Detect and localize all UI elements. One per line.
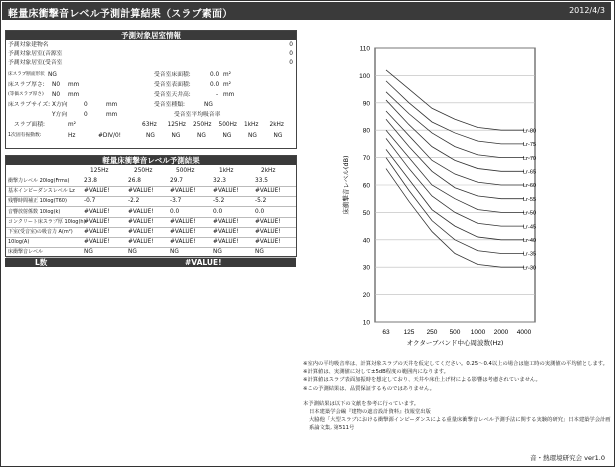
lr-curve-label: Lr-80 [523, 128, 537, 135]
report-date: 2012/4/3 [569, 6, 605, 15]
absorb-value-cell: NG [248, 133, 257, 139]
calc-cell: 0.0 [213, 208, 223, 215]
calc-cell: 32.3 [213, 178, 226, 184]
calc-cell: NG [255, 249, 264, 256]
room-row-value-2: 0 [289, 60, 293, 66]
calc-row-label: 基本インピーダンスレベル Lz [8, 188, 75, 195]
y-dir-label: Y方向 [52, 112, 68, 118]
x-tick-label: 250 [426, 329, 438, 336]
x-tick-label: 2000 [493, 329, 509, 336]
floor-area-label: 受音室床面積: [154, 72, 191, 78]
absorb-value-cell: NG [171, 133, 181, 139]
x-axis-label: オクターブバンド中心周波数(Hz) [406, 339, 504, 347]
calc-cell: #VALUE! [213, 239, 239, 246]
calc-cell: 0.0 [170, 208, 180, 215]
note-line: ※計算値はスラブ表面加振時を想定しており、天井や床仕上げ材による影響は考慮されていません。 [303, 377, 541, 384]
equiv-thickness-value: N0 [52, 92, 61, 98]
absorb-value-cell: NG [197, 133, 206, 139]
freq-header-cell: 250Hz [193, 122, 212, 128]
x-dir-unit: mm [106, 102, 118, 108]
note-line: ※室内の平均吸音率は、計算対象スラブの天井を仮定してください。0.25～0.4以上の場合は施工時の実測値の平均値とします。 [303, 361, 608, 367]
x-dir-value: 0 [84, 102, 88, 108]
resonance-unit: Hz [68, 133, 76, 139]
calc-cell: -0.7 [84, 198, 96, 205]
room-row-label-2: 予測対象居室(受音室 [8, 60, 63, 66]
y-tick-label: 80 [362, 127, 370, 135]
calc-cell: #VALUE! [128, 208, 154, 215]
lr-curve-label: Lr-60 [523, 183, 537, 190]
ceiling-height-unit: mm [223, 92, 235, 98]
y-tick-label: 100 [359, 72, 370, 80]
calc-cell: NG [170, 249, 179, 256]
calc-cell: -3.7 [170, 198, 182, 205]
slab-thickness-unit: mm [68, 82, 80, 88]
room-row-label-0: 予測対象建物名 [8, 42, 49, 48]
x-tick-label: 1000 [470, 329, 486, 336]
calc-col-header: 2kHz [261, 168, 276, 174]
calc-col-header: 500Hz [176, 168, 195, 174]
calc-cell: NG [128, 249, 137, 256]
calc-row-label: 10log(A) [8, 239, 30, 246]
ceiling-height-label: 受音室天井高: [154, 92, 191, 98]
x-tick-label: 125 [403, 329, 415, 336]
surface-area-label: 受音室表面積: [154, 82, 191, 88]
y-tick-label: 90 [362, 100, 370, 108]
slab-shape-label: 床スラブ断面形状 [8, 72, 45, 77]
calc-cell: #VALUE! [213, 218, 239, 225]
freq-header-cell: 500Hz [218, 122, 237, 128]
y-tick-label: 30 [362, 264, 370, 272]
lr-curve-label: Lr-50 [523, 210, 537, 217]
chart-area [300, 40, 610, 355]
lr-curve-label: Lr-55 [523, 196, 537, 203]
calc-cell: #VALUE! [128, 229, 154, 235]
calc-panel [5, 155, 297, 257]
room-row-value-1: 0 [289, 51, 293, 57]
lr-curve-label: Lr-45 [523, 224, 537, 231]
floor-area-unit: m² [223, 72, 231, 78]
y-tick-label: 10 [362, 319, 370, 327]
calc-cell: NG [213, 249, 222, 256]
refs-title: 本予測結果は以下の文献を参考に行っています。 [303, 400, 420, 407]
room-row-label-1: 予測対象居室(音源室 [8, 51, 63, 57]
y-axis-label: 床衝撃音レベル(dB) [342, 155, 350, 215]
ref-line: 日本建築学会編『建物の遮音設計資料』技報堂出版 [309, 409, 431, 416]
calc-cell: #VALUE! [84, 208, 110, 215]
calc-cell: #VALUE! [84, 188, 110, 195]
calc-cell: 26.8 [128, 178, 141, 184]
calc-cell: 0.0 [255, 208, 265, 215]
title-bar [2, 2, 611, 20]
report-title: 軽量床衝撃音レベル予測計算結果（スラブ素面） [8, 9, 233, 20]
y-tick-label: 50 [362, 209, 370, 217]
organization-footer: 音・熱環境研究会 ver1.0 [530, 454, 605, 462]
calc-row-label: 下室(受音室)の吸音力 A(m²) [8, 229, 73, 235]
room-info-header: 予測対象居室情報 [6, 31, 296, 40]
calc-col-header: 1kHz [219, 168, 234, 174]
absorb-value-cell: NG [222, 133, 232, 139]
freq-header-cell: 2kHz [269, 122, 284, 128]
calc-cell: #VALUE! [170, 239, 196, 246]
calc-cell: #VALUE! [255, 218, 281, 225]
lr-curve-label: Lr-40 [523, 238, 537, 244]
resonance-value: #DIV/0! [98, 133, 121, 139]
calc-header: 軽量床衝撃音レベル予測結果 [6, 156, 296, 165]
lr-curves-chart [300, 40, 610, 355]
calc-cell: #VALUE! [255, 239, 281, 246]
calc-col-header: 250Hz [134, 168, 153, 174]
lr-curve-label: Lr-65 [523, 169, 537, 176]
equiv-thickness-label: (等価スラブ厚さ) [8, 92, 44, 97]
slab-shape-value: NG [48, 72, 57, 78]
calc-cell: #VALUE! [170, 188, 196, 195]
calc-cell: 29.7 [170, 178, 183, 184]
calc-row-label: 音響放射係数 10log(k) [8, 208, 61, 215]
y-tick-label: 60 [362, 182, 370, 190]
notes-block [303, 360, 615, 433]
lr-curve-label: Lr-75 [523, 142, 537, 149]
calc-cell: #VALUE! [213, 229, 239, 235]
absorption-label: 受音室平均吸音率 [174, 112, 221, 118]
freq-header-cell: 125Hz [167, 122, 186, 128]
y-tick-label: 20 [362, 292, 370, 300]
calc-cell: #VALUE! [84, 239, 110, 246]
freq-header-cell: 63Hz [142, 122, 157, 128]
calc-cell: #VALUE! [84, 229, 110, 235]
calc-cell: #VALUE! [255, 229, 281, 235]
l-number-bar [5, 258, 296, 267]
l-number-value: #VALUE! [185, 258, 222, 267]
calc-cell: NG [84, 249, 93, 256]
absorb-value-cell: NG [273, 133, 283, 139]
x-dir-label: X方向 [52, 102, 68, 108]
note-line: ※計算値は、実測値に対して±5dB程度の範囲内になります。 [303, 369, 449, 376]
surface-area-unit: m² [223, 82, 231, 88]
calc-row-label: 衝撃力レベル 20log(Frms) [8, 178, 70, 184]
calc-cell: 33.5 [255, 178, 268, 184]
note-line: ※この予測結果は、品質保証するものではありません。 [303, 385, 435, 392]
room-type-value: NG [204, 102, 213, 108]
y-dir-unit: mm [106, 112, 118, 118]
slab-thickness-value: N0 [52, 82, 61, 88]
calc-row-label: コンクリート床スラブ厚 10log(h) [8, 218, 86, 225]
calc-cell: -2.2 [128, 198, 140, 205]
calc-cell: #VALUE! [128, 188, 154, 195]
calc-cell: #VALUE! [128, 218, 154, 225]
slab-thickness-label: 床スラブ厚さ: [8, 82, 45, 88]
ceiling-height-value: - [216, 92, 219, 98]
calc-cell: #VALUE! [128, 239, 154, 246]
room-info-panel [5, 30, 297, 149]
x-tick-label: 4000 [516, 329, 532, 336]
calc-cell: #VALUE! [170, 218, 196, 225]
lr-curve-label: Lr-70 [523, 155, 537, 162]
floor-area-value: 0.0 [210, 72, 220, 78]
absorb-value-cell: NG [146, 133, 155, 139]
l-number-label: L数 [35, 258, 48, 267]
room-row-value-0: 0 [289, 42, 293, 48]
equiv-thickness-unit: mm [68, 92, 80, 98]
calc-cell: #VALUE! [170, 229, 196, 235]
calc-cell: #VALUE! [255, 188, 281, 195]
calc-cell: 23.8 [84, 178, 97, 184]
calc-cell: #VALUE! [213, 188, 239, 195]
room-type-label: 受音室種類: [154, 102, 185, 108]
y-tick-label: 110 [359, 45, 370, 53]
freq-header-cell: 1kHz [244, 122, 259, 128]
lr-curve-label: Lr-30 [523, 265, 537, 272]
lr-curve-label: Lr-35 [523, 251, 537, 258]
ref-line: 大脇他「大型スラブにおける衝撃源インピーダンスによる重量床衝撃音レベル予測手法に関する実験的研究」日本建築学会計画系論文集, 第511号 [309, 417, 611, 432]
slab-area-label: スラブ面積: [14, 122, 45, 128]
y-tick-label: 70 [362, 155, 370, 163]
surface-area-value: 0.0 [210, 82, 220, 88]
calc-col-header: 125Hz [90, 168, 109, 174]
y-dir-value: 0 [84, 112, 88, 118]
resonance-label: 1次固有振動数: [8, 133, 42, 138]
y-tick-label: 40 [362, 237, 370, 245]
slab-area-unit: m² [68, 122, 76, 128]
x-tick-label: 63 [382, 329, 390, 336]
calc-cell: -5.2 [213, 198, 225, 205]
calc-row-label: 残響時間補正 10log(T60) [8, 198, 67, 205]
calc-cell: -5.2 [255, 198, 267, 205]
x-tick-label: 500 [449, 329, 461, 336]
calc-cell: #VALUE! [84, 218, 110, 225]
slab-size-label: 床スラブサイズ: [8, 102, 51, 108]
calc-row-label: 床衝撃音レベル [8, 249, 44, 256]
